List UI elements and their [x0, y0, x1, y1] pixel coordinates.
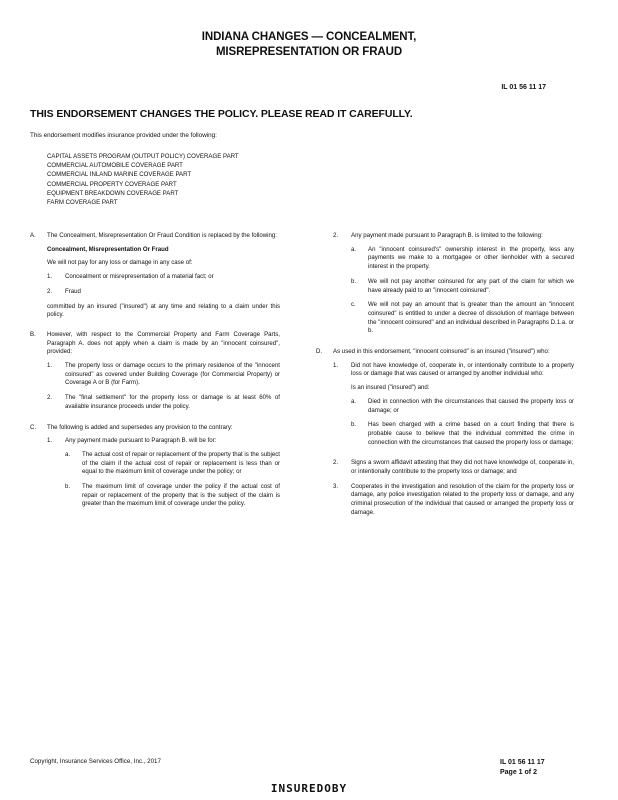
intro-text: This endorsement modifies insurance provided under the following: — [30, 132, 217, 139]
footer-form-number: IL 01 56 11 17 — [500, 759, 545, 766]
section-label: D. — [316, 348, 323, 356]
coverage-part-item: COMMERCIAL INLAND MARINE COVERAGE PART — [47, 171, 192, 179]
section-a-text: The Concealment, Misrepresentation Or Fraud Condition is replaced by the following: — [47, 232, 277, 239]
section-label: A. — [30, 232, 36, 239]
endorsement-banner: THIS ENDORSEMENT CHANGES THE POLICY. PLEASE READ IT CAREFULLY. — [30, 108, 413, 120]
section-a-closing: committed by an insured ("insured") at any time and relating to a claim under this policy. — [47, 302, 280, 319]
coverage-part-item: EQUIPMENT BREAKDOWN COVERAGE PART — [47, 189, 179, 197]
list-item: 1. The property loss or damage occurs to the primary residence of the "innocent coinsured" as covered under Building Coverage (for Commercial Property) or Coverage A or B (for Farm). — [47, 362, 280, 387]
is-insured-text: Is an insured ("insured") and: — [351, 384, 430, 392]
document-title — [0, 30, 618, 60]
sub-list-item: a. Died in connection with the circumstances that caused the property loss or damage; or — [351, 397, 574, 414]
section-b — [30, 331, 280, 418]
form-number: IL 01 56 11 17 — [501, 84, 546, 91]
watermark: INSUREDOBY — [270, 782, 348, 795]
title-line-2: MISREPRESENTATION OR FRAUD — [215, 46, 403, 58]
coverage-part-item: CAPITAL ASSETS PROGRAM (OUTPUT POLICY) COVERAGE PART — [47, 153, 239, 160]
left-column — [30, 232, 280, 527]
list-item: 1. Any payment made pursuant to Paragraph B. will be for: a. The actual cost of repair or replacement of the property that is the subject of the claim if the actual cost of repair or replacement is less than or equal to the maximum limit of coverage under the policy; or b. The maximum limit of coverage under the policy if the actual cost of repair or replacement of the property that is the subject of the claim is greater than the maximum limit of coverage under the policy. — [47, 437, 280, 508]
section-d-text: As used in this endorsement, "innocent coinsured" is an insured ("insured") who: — [333, 348, 550, 356]
sub-list-item: b. Has been charged with a crime based on a court finding that there is probable cause to believe that the individual committed the crime in connection with the circumstances that caused the property loss or damage; — [351, 421, 574, 446]
right-column — [316, 232, 574, 530]
sub-list-item: a. The actual cost of repair or replacement of the property that is the subject of the claim if the actual cost of repair or replacement is less than or equal to the maximum limit of coverage under the policy; or — [65, 450, 280, 476]
section-label: C. — [30, 423, 37, 431]
list-item: 2. Signs a sworn affidavit attesting that they did not have knowledge of, cooperate in, or intentionally contribute to the property loss or damage; and — [333, 459, 574, 476]
coverage-part-item: COMMERCIAL AUTOMOBILE COVERAGE PART — [47, 162, 183, 170]
coverage-parts-list — [47, 152, 239, 207]
list-item: 1. Did not have knowledge of, cooperate in, or intentionally contribute to a property loss or damage that was caused or arranged by another individual who: Is an insured ("insured") and: a. Died in connection with the circumstances that caused the property loss or damage; or b. Has been charged with a crime based on a court finding that there is probable cause to believe that the individual committed the crime in connection with the circumstances that caused the property loss or damage; — [333, 361, 574, 446]
section-d — [316, 348, 574, 524]
coverage-part-item: COMMERCIAL PROPERTY COVERAGE PART — [47, 180, 177, 188]
list-item: 3. Cooperates in the investigation and resolution of the claim for the property loss or damage, any police investigation related to the property loss or damage, and any criminal prosecution of the individual that caused or arranged the property loss or damage. — [333, 482, 574, 516]
title-line-1: INDIANA CHANGES — CONCEALMENT, — [201, 31, 417, 43]
sub-list-item: a. An "innocent coinsured's" ownership interest in the property, less any payments we make to a mortgagee or other lienholder with a secured interest in the property. — [351, 245, 574, 271]
sub-list-item: c. We will not pay an amount that is greater than the amount an "innocent coinsured" is entitled to under a decree of dissolution of marriage between the "innocent coinsured" and an individual described in Paragraphs D.1.a. or b. — [351, 301, 574, 335]
list-item: 1. Concealment or misrepresentation of a material fact; or — [47, 273, 214, 281]
footer-form-info — [500, 758, 545, 778]
section-b-text: However, with respect to the Commercial Property and Farm Coverage Parts, Paragraph A. does not apply when a claim is made by an "innocent coinsured", provided: — [47, 330, 280, 356]
section-a-lead: We will not pay for any loss or damage in any case of: — [47, 259, 193, 267]
sub-list-item: b. We will not pay another coinsured for any part of the claim for which we have already paid to an "innocent coinsured". — [351, 277, 574, 294]
section-a-heading: Concealment, Misrepresentation Or Fraud — [47, 245, 169, 253]
list-item: 2. The "final settlement" for the property loss or damage is at least 60% of available insurance proceeds under the policy. — [47, 394, 280, 410]
section-c — [30, 424, 280, 522]
sub-list-item: b. The maximum limit of coverage under the policy if the actual cost of repair or replacement of the property that is the subject of the claim is greater than the maximum limit of coverage under the policy. — [65, 483, 280, 508]
copyright-notice: Copyright, Insurance Services Office, Inc., 2017 — [30, 758, 161, 765]
list-item: 2. Any payment made pursuant to Paragraph B. is limited to the following: a. An "innocent coinsured's" ownership interest in the property, less any payments we make to a mortgagee or other lienholder with a secured interest in the property. b. We will not pay another coinsured for any part of the claim for which we have already paid to an "innocent coinsured". c. We will not pay an amount that is greater than the amount an "innocent coinsured" is entitled to under a decree of dissolution of marriage between the "innocent coinsured" and an individual described in Paragraphs D.1.a. or b. — [333, 232, 574, 335]
section-label: B. — [30, 330, 36, 338]
section-c-text: The following is added and supersedes any provision to the contrary: — [47, 423, 233, 431]
section-a — [30, 232, 280, 325]
list-item: 2. Fraud — [47, 287, 81, 295]
page-number: Page 1 of 2 — [500, 769, 537, 776]
coverage-part-item: FARM COVERAGE PART — [47, 199, 118, 207]
